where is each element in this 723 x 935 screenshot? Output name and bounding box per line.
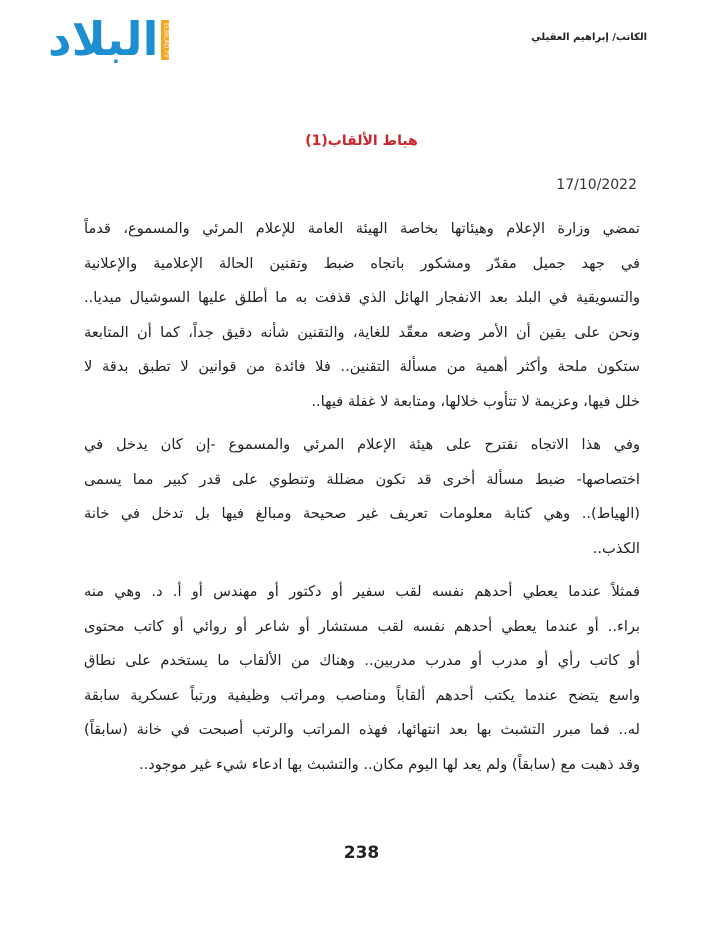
paragraph xyxy=(84,214,640,421)
text-line: ونحن على يقين أن الأمر وضعه معقّد للغاية، والتقنين شأنه دقيق جداً، كما أن المتابعة xyxy=(84,323,640,341)
text-line: اختصاصها- ضبط مسألة أخرى قد تكون مضللة وتنطوي على قدر كبير مما يسمى xyxy=(84,470,640,488)
text-line: واسع يتضح عندما يكتب أحدهم ألقاباً ومناصب ومراتب وظيفية ورتباً عسكرية سابقة xyxy=(84,686,640,704)
text-line: الكذب.. xyxy=(592,539,640,557)
logo xyxy=(48,12,170,66)
text-line: براء.. أو عندما يعطي أحدهم نفسه لقب مستشار أو شاعر أو روائي أو كاتب محتوى xyxy=(84,617,640,635)
logo-tag: ELBILAD.TV xyxy=(161,20,169,60)
text-line: وقد ذهبت مع (سابقاً) ولم يعد لها اليوم مكان.. والتشبث بها ادعاء شيء غير موجود.. xyxy=(138,755,640,773)
paragraph xyxy=(84,430,640,568)
text-line: والتسويقية في البلد بعد الانفجار الهائل الذي قذفت به ما أطلق عليها السوشيال ميديا.. xyxy=(84,289,640,306)
text-line: في جهد جميل مقدّر ومشكور باتجاه ضبط وتقنين الحالة الإعلامية والإعلانية xyxy=(84,254,640,272)
text-line: ستكون ملحة وأكثر أهمية من مسألة التقنين.. فلا فائدة من قوانين لا تطبق بدقة لا xyxy=(84,358,640,375)
text-line: له.. فما مبرر التشبث بها بعد انتهائها، فهذه المراتب والرتب أصبحت في خانة (سابقاً) xyxy=(84,721,640,738)
paragraph xyxy=(84,577,640,784)
page-number: 238 xyxy=(343,843,380,863)
article-date: 17/10/2022 xyxy=(556,177,637,193)
article-title: هياط الألقاب(1) xyxy=(305,133,418,149)
text-line: تمضي وزارة الإعلام وهيئاتها بخاصة الهيئة العامة للإعلام المرئي والمسموع، قدماً xyxy=(84,220,640,237)
text-line: وفي هذا الاتجاه نقترح على هيئة الإعلام المرئي والمسموع -إن كان يدخل في xyxy=(84,436,640,453)
text-line: فمثلاً عندما يعطي أحدهم نفسه لقب سفير أو دكتور أو مهندس أو أ. د. وهي منه xyxy=(84,583,640,600)
article-body xyxy=(84,214,640,784)
text-line: خلل فيها، وعزيمة لا تتأوب خلالها، ومتابعة لا غفلة فيها.. xyxy=(311,392,640,410)
logo-text: البلاد xyxy=(48,12,159,66)
author-name: الكاتب/ إبراهيم العقيلي xyxy=(531,32,647,43)
text-line: أو كاتب رأي أو مدرب أو مدرب مدربين.. وهناك من الألقاب ما يستخدم على نطاق xyxy=(84,652,640,669)
text-line: (الهياط).. وهي كتابة معلومات تعريف غير صحيحة ومبالغ فيها بل تدخل في خانة xyxy=(84,505,640,522)
